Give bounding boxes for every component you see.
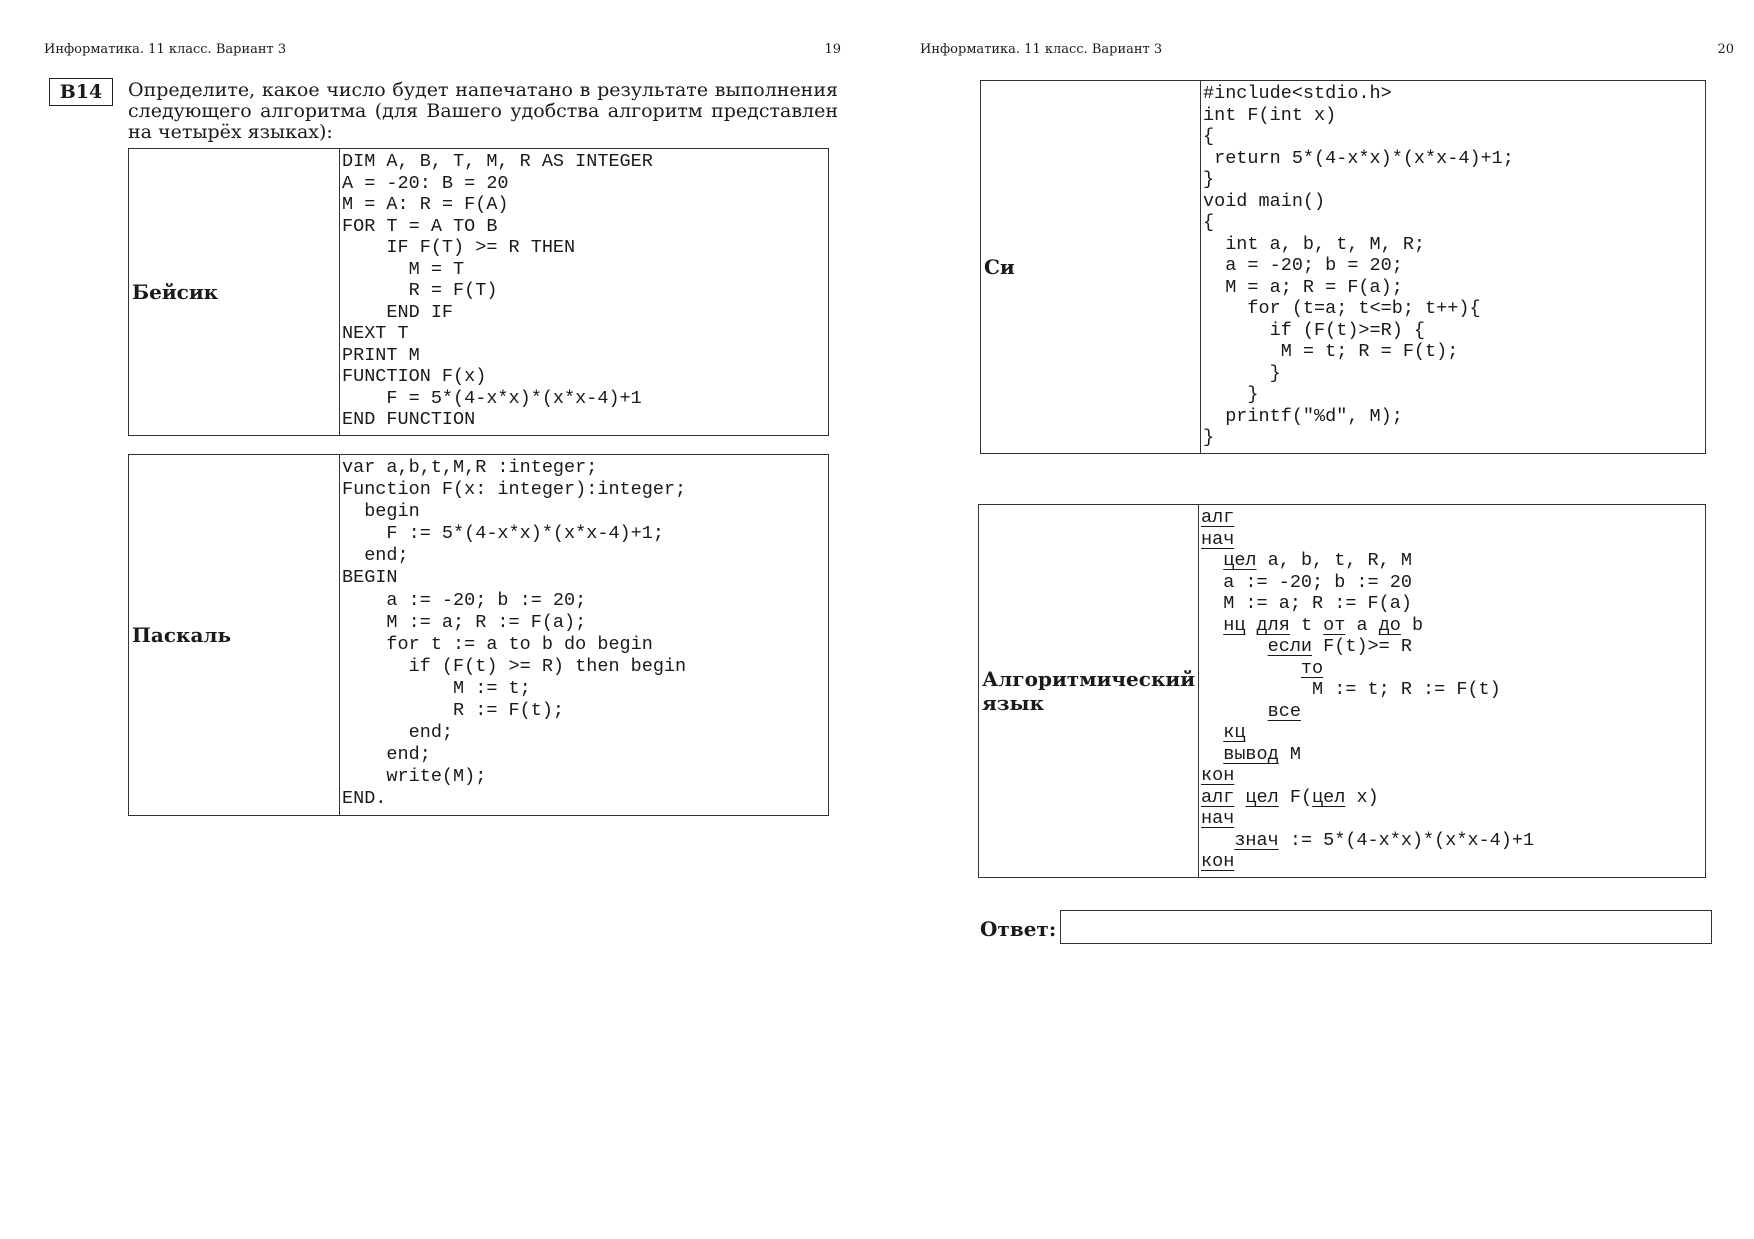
code-line <box>1201 701 1705 723</box>
code-line: M := a; R := F(a); <box>342 611 587 633</box>
keyword: цел <box>1312 786 1346 808</box>
code-line: FUNCTION F(x) <box>342 366 487 387</box>
code-line: void main() <box>1203 190 1326 212</box>
keyword: для <box>1256 614 1290 636</box>
keyword: если <box>1267 636 1313 657</box>
algo-code <box>1199 505 1706 878</box>
basic-program-table <box>128 148 829 436</box>
keyword: цел <box>1245 786 1279 808</box>
code-line: M = A: R = F(A) <box>342 194 509 215</box>
page-header-title: Информатика. 11 класс. Вариант 3 <box>920 42 1163 57</box>
code-fragment: x) <box>1345 786 1379 808</box>
code-line: { <box>1203 126 1215 147</box>
code-line: a = -20; b = 20; <box>1203 255 1403 276</box>
pascal-label: Паскаль <box>129 455 340 816</box>
c-label: Си <box>981 81 1201 454</box>
code-line: PRINT M <box>342 344 420 366</box>
basic-label: Бейсик <box>129 149 340 436</box>
code-line: Function F(x: integer):integer; <box>342 479 687 501</box>
code-line: R := F(t); <box>342 700 565 722</box>
code-line: #include<stdio.h> <box>1203 83 1392 104</box>
code-line: R = F(T) <box>342 280 498 301</box>
c-code <box>1201 81 1706 454</box>
code-fragment: a <box>1345 614 1379 636</box>
code-line: M := a; R := F(a) <box>1201 593 1412 614</box>
algo-label: Алгоритмический язык <box>979 505 1199 878</box>
answer-label: Ответ: <box>980 917 1057 941</box>
keyword: кон <box>1201 851 1235 872</box>
code-line: } <box>1203 362 1281 384</box>
keyword: до <box>1378 614 1401 636</box>
code-line <box>1201 808 1705 830</box>
page-number: 19 <box>824 42 841 57</box>
keyword: цел <box>1223 550 1257 571</box>
code-line: write(M); <box>342 766 487 788</box>
code-line: DIM A, B, T, M, R AS INTEGER <box>342 151 653 172</box>
task-statement: Определите, какое число будет напечатано в результате выполнения следующего алгоритма (для Вашего удобства алгоритм представлен на четырёх языках): <box>128 79 838 143</box>
code-line: if (F(t)>=R) { <box>1203 319 1426 341</box>
code-fragment: a, b, t, R, M <box>1256 550 1412 571</box>
code-line: END FUNCTION <box>342 409 476 430</box>
keyword: от <box>1323 614 1346 636</box>
keyword: знач <box>1234 829 1279 851</box>
code-line <box>1201 507 1705 529</box>
code-line <box>1201 658 1705 680</box>
keyword: нц <box>1223 614 1246 636</box>
code-line: IF F(T) >= R THEN <box>342 237 576 258</box>
code-line <box>1201 787 1705 809</box>
code-line: F = 5*(4-x*x)*(x*x-4)+1 <box>342 387 642 409</box>
code-line: end; <box>342 744 431 766</box>
keyword: все <box>1267 700 1301 722</box>
code-fragment: F(t)>= R <box>1312 636 1412 657</box>
code-line: var a,b,t,M,R :integer; <box>342 457 598 478</box>
code-line: } <box>1203 384 1259 405</box>
code-line: begin <box>342 501 420 523</box>
code-line: printf("%d", M); <box>1203 405 1403 427</box>
code-line: end; <box>342 545 409 567</box>
code-line: } <box>1203 169 1215 190</box>
code-line: M := t; R := F(t) <box>1201 679 1501 700</box>
code-line: M = t; R = F(t); <box>1203 341 1459 362</box>
task-id-badge: B14 <box>49 78 113 106</box>
algo-program-table <box>978 504 1706 878</box>
code-line <box>1201 722 1705 744</box>
basic-code <box>340 149 829 436</box>
code-line: A = -20: B = 20 <box>342 172 509 194</box>
keyword: нач <box>1201 528 1235 550</box>
code-line: } <box>1203 427 1215 448</box>
pascal-code <box>340 455 829 816</box>
code-line: END IF <box>342 301 454 323</box>
code-fragment: := 5*(4-x*x)*(x*x-4)+1 <box>1278 829 1535 851</box>
code-line: F := 5*(4-x*x)*(x*x-4)+1; <box>342 523 664 545</box>
keyword: вывод <box>1223 743 1279 765</box>
keyword: алг <box>1201 507 1235 528</box>
code-line <box>1201 830 1705 852</box>
keyword: кон <box>1201 765 1235 786</box>
code-line <box>1201 550 1705 572</box>
page-number: 20 <box>1717 42 1734 57</box>
code-line <box>1201 636 1705 658</box>
code-line <box>1201 765 1705 787</box>
keyword: алг <box>1201 786 1235 808</box>
code-line <box>1201 615 1705 637</box>
code-line: M = a; R = F(a); <box>1203 276 1403 298</box>
c-program-table <box>980 80 1706 454</box>
code-line: a := -20; b := 20 <box>1201 571 1412 593</box>
code-line: for t := a to b do begin <box>342 633 653 655</box>
code-fragment: b <box>1400 614 1424 636</box>
code-line: BEGIN <box>342 567 398 589</box>
code-line: M = T <box>342 258 465 280</box>
code-line: M := t; <box>342 677 531 699</box>
code-line: int a, b, t, M, R; <box>1203 233 1426 255</box>
keyword: кц <box>1223 722 1246 743</box>
code-line: END. <box>342 788 387 810</box>
pascal-program-table <box>128 454 829 816</box>
code-line: end; <box>342 722 454 744</box>
code-line: FOR T = A TO B <box>342 215 498 237</box>
code-line <box>1201 744 1705 766</box>
page-header-title: Информатика. 11 класс. Вариант 3 <box>44 42 287 57</box>
code-line <box>1201 529 1705 551</box>
code-line: a := -20; b := 20; <box>342 589 587 611</box>
code-line <box>1201 851 1705 873</box>
code-line: return 5*(4-x*x)*(x*x-4)+1; <box>1203 147 1514 169</box>
code-fragment: F( <box>1278 786 1313 808</box>
code-line: for (t=a; t<=b; t++){ <box>1203 298 1481 319</box>
code-fragment: M <box>1278 743 1301 765</box>
code-line: NEXT T <box>342 323 409 344</box>
answer-field[interactable] <box>1060 910 1712 944</box>
code-line: { <box>1203 212 1215 233</box>
code-fragment: t <box>1289 614 1324 636</box>
keyword: то <box>1300 657 1324 679</box>
code-line: if (F(t) >= R) then begin <box>342 655 687 677</box>
code-line: int F(int x) <box>1203 104 1337 126</box>
keyword: нач <box>1201 808 1235 829</box>
